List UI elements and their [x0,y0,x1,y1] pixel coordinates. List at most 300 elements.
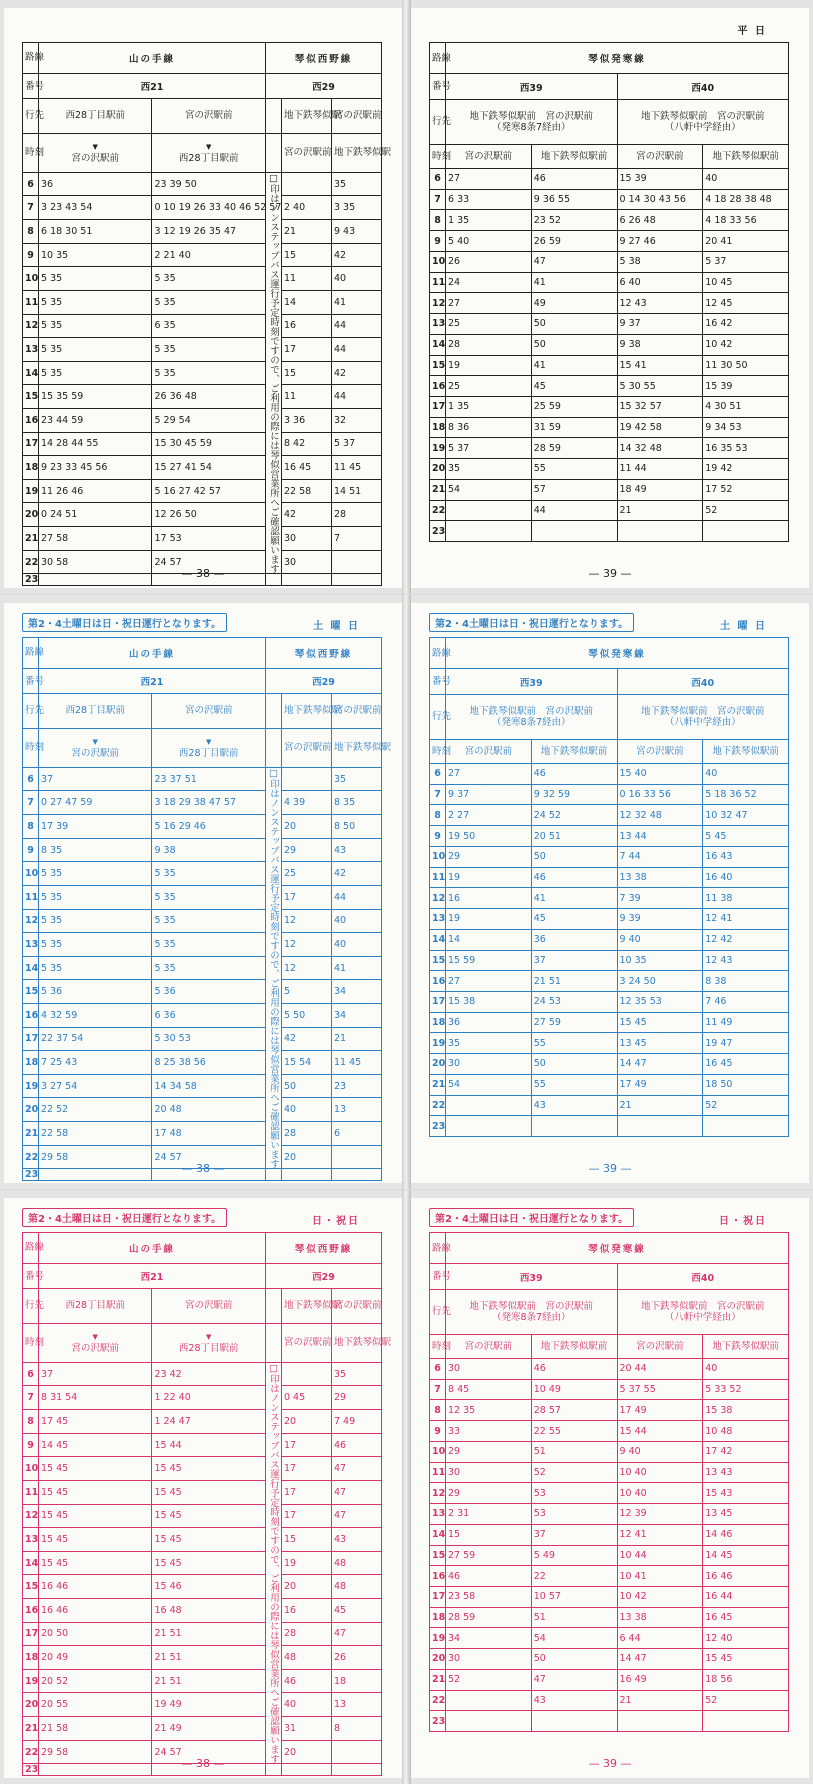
departure-minutes: 14 47 [617,1054,703,1075]
departure-minutes: 16 [281,1598,331,1622]
departure-minutes: 12 [281,956,331,980]
departure-minutes: 20 [281,1410,331,1434]
hour-cell: 17 [23,1622,39,1646]
origin: ▼ 西28丁目駅前 [152,1323,265,1362]
hour-cell: 19 [23,479,39,503]
hour-cell: 16 [23,1003,39,1027]
departure-minutes: 6 35 [152,314,265,338]
origin: 地下鉄琴似駅 [331,133,381,172]
arrow-down-icon: ▼ [206,142,212,151]
departure-minutes: 15 30 45 59 [152,432,265,456]
hour-cell: 11 [430,867,446,888]
departure-minutes: 7 44 [617,846,703,867]
departure-minutes: 15 [281,361,331,385]
hour-cell: 9 [430,1421,446,1442]
departure-minutes: 50 [531,846,617,867]
departure-minutes: 25 [281,862,331,886]
departure-minutes: 5 35 [152,862,265,886]
line-name: 琴似西野線 [265,43,381,74]
departure-minutes: 5 38 [617,251,703,272]
hour-row [23,432,382,456]
hour-row [430,231,789,252]
departure-minutes: 50 [531,334,617,355]
departure-minutes [281,1362,331,1386]
departure-minutes: 18 56 [703,1669,789,1690]
departure-minutes: 5 36 [39,980,152,1004]
destination-group: 地下鉄琴似駅前 宮の沢駅前 （八軒中学経由） [617,694,789,739]
departure-minutes: 3 24 50 [617,971,703,992]
departure-minutes: 15 45 [39,1480,152,1504]
hour-cell: 17 [430,396,446,417]
departure-minutes: 52 [531,1462,617,1483]
departure-minutes: 47 [331,1480,381,1504]
departure-minutes: 8 35 [39,838,152,862]
departure-minutes: 21 [281,220,331,244]
departure-minutes: 5 35 [152,885,265,909]
destination: 宮の沢駅前 [331,1289,381,1323]
departure-minutes: 12 40 [703,1628,789,1649]
departure-minutes: 47 [331,1457,381,1481]
hour-row [23,1669,382,1693]
departure-minutes: 51 [531,1441,617,1462]
destination: 地下鉄琴似駅 [281,1289,331,1323]
departure-minutes: 20 55 [39,1693,152,1717]
hour-row [23,456,382,480]
departure-minutes: 9 37 [446,784,532,805]
departure-minutes: 7 25 43 [39,1051,152,1075]
page-right [411,8,809,588]
departure-minutes: 26 [446,251,532,272]
hour-row [430,846,789,867]
departure-minutes: 14 32 48 [617,438,703,459]
departure-minutes: 40 [331,909,381,933]
hour-row [23,1410,382,1434]
departure-minutes: 3 36 [281,408,331,432]
hour-cell: 6 [430,1359,446,1380]
hour-cell: 20 [430,1649,446,1670]
hour-row [430,867,789,888]
departure-minutes: 5 45 [703,826,789,847]
departure-minutes: 42 [331,361,381,385]
departure-minutes: 2 40 [281,196,331,220]
hour-cell: 20 [23,1693,39,1717]
departure-minutes: 30 [281,527,331,551]
line-name: 琴似発寒線 [446,43,789,74]
departure-minutes: 15 45 [617,1012,703,1033]
departure-minutes: 20 48 [152,1098,265,1122]
departure-minutes: 12 43 [617,293,703,314]
departure-minutes: 0 45 [281,1386,331,1410]
departure-minutes: 10 42 [703,334,789,355]
hour-cell: 22 [23,1740,39,1764]
notice-banner: 第2・4土曜日は日・祝日運行となります。 [429,613,634,632]
hour-row [430,438,789,459]
page-right [411,1198,809,1778]
hour-row [430,334,789,355]
hour-row [23,1074,382,1098]
hour-row [23,220,382,244]
departure-minutes: 14 34 58 [152,1074,265,1098]
departure-minutes: 23 39 50 [152,172,265,196]
departure-minutes: 43 [331,1528,381,1552]
hour-cell: 12 [430,293,446,314]
departure-minutes: 18 49 [617,479,703,500]
hour-cell: 8 [430,1400,446,1421]
hour-cell: 10 [23,862,39,886]
origin: 地下鉄琴似駅前 [531,144,617,168]
departure-minutes: 20 [281,815,331,839]
departure-minutes: 4 18 33 56 [703,210,789,231]
hour-cell: 6 [23,1362,39,1386]
hour-row [23,1003,382,1027]
departure-minutes: 17 53 [152,527,265,551]
route-number: 西39 [446,1264,618,1290]
departure-minutes: 6 [331,1122,381,1146]
departure-minutes: 15 41 [617,355,703,376]
departure-minutes: 15 44 [152,1433,265,1457]
hour-row [23,838,382,862]
departure-minutes: 21 51 [152,1622,265,1646]
hour-row [23,1480,382,1504]
departure-minutes: 27 58 [39,527,152,551]
hour-row [430,764,789,785]
arrow-down-icon: ▼ [92,737,98,746]
hour-cell: 22 [23,550,39,574]
departure-minutes: 8 42 [281,432,331,456]
line-name: 琴似発寒線 [446,1233,789,1264]
departure-minutes: 8 36 [446,417,532,438]
departure-minutes: 1 22 40 [152,1386,265,1410]
departure-minutes [281,172,331,196]
origin: 宮の沢駅前 [446,1334,532,1358]
departure-minutes: 12 43 [703,950,789,971]
departure-minutes [446,1095,532,1116]
departure-minutes: 30 [446,1054,532,1075]
departure-minutes: 8 [331,1717,381,1741]
departure-minutes: 41 [331,290,381,314]
hour-cell: 11 [430,1462,446,1483]
departure-minutes: 21 51 [152,1646,265,1670]
departure-minutes: 17 [281,885,331,909]
line-name: 山の手線 [39,43,266,74]
departure-minutes: 26 59 [531,231,617,252]
departure-minutes: 11 26 46 [39,479,152,503]
destination: 地下鉄琴似駅 [281,99,331,133]
departure-minutes: 29 58 [39,1740,152,1764]
day-type-label: 平 日 [737,26,767,37]
arrow-down-icon: ▼ [92,1332,98,1341]
hour-row [430,1116,789,1137]
departure-minutes: 14 45 [703,1545,789,1566]
hour-row [23,1622,382,1646]
departure-minutes: 52 [446,1669,532,1690]
line-name: 山の手線 [39,638,266,669]
departure-minutes: 14 [446,929,532,950]
departure-minutes: 9 40 [617,1441,703,1462]
departure-minutes: 13 44 [617,826,703,847]
departure-minutes: 16 44 [703,1586,789,1607]
departure-minutes [703,521,789,542]
origin: 地下鉄琴似駅 [331,1323,381,1362]
hour-row [23,1646,382,1670]
departure-minutes: 24 53 [531,991,617,1012]
hour-row [430,1649,789,1670]
hour-row [23,1386,382,1410]
departure-minutes: 15 45 [39,1551,152,1575]
origin: 地下鉄琴似駅 [331,728,381,767]
departure-minutes: 15 45 [152,1551,265,1575]
departure-minutes: 15 40 [617,764,703,785]
departure-minutes: 40 [703,764,789,785]
departure-minutes: 30 [446,1359,532,1380]
hour-cell: 18 [23,1051,39,1075]
hour-cell: 10 [23,1457,39,1481]
day-type-label: 土 曜 日 [313,621,360,632]
departure-minutes: 5 35 [39,862,152,886]
route-number: 西39 [446,669,618,695]
departure-minutes: 5 37 [331,432,381,456]
departure-minutes: 19 [446,867,532,888]
departure-minutes: 13 45 [703,1504,789,1525]
departure-minutes: 14 28 44 55 [39,432,152,456]
departure-minutes: 44 [331,314,381,338]
hour-cell: 16 [430,971,446,992]
hour-cell: 23 [23,574,39,586]
hour-cell: 14 [23,361,39,385]
departure-minutes: 15 38 [446,991,532,1012]
departure-minutes: 17 39 [39,815,152,839]
departure-minutes: 18 50 [703,1074,789,1095]
hour-cell: 22 [430,500,446,521]
departure-minutes: 34 [331,1003,381,1027]
timetable-left: 路線 山の手線 琴似西野線 番号 西21 西29 行先 西28丁目駅前 宮の沢駅前 地下鉄琴似駅 宮の沢駅前 時刻 ▼ 宮の沢駅前 ▼ 西28丁目駅前 宮の沢駅前 地下鉄琴似駅 6 37 23 37 51 □印はノンステップバス運行予定時刻ですので、ご利用の際には琴似営業所へご確認願います 35 7 0 27 47 59 3 18 29 38 47 57 4 39 8 35 8 17 39 5 16 29 46 20 8 50 9 8 35 9 38 29 43 10 5 35 5 35 25 42 11 5 35 5 35 17 44 12 5 35 5 35 12 40 13 5 35 5 35 12 40 14 5 35 5 35 12 41 15 5 36 5 36 5 34 16 4 32 59 6 36 5 50 34 17 22 37 54 5 30 53 42 21 18 7 25 43 8 25 38 56 15 54 11 45 19 3 27 54 14 34 58 50 23 20 22 52 20 48 40 13 21 22 58 17 48 28 6 22 29 58 24 57 20 23 [22,637,382,1181]
departure-minutes: 9 40 [617,929,703,950]
route-number: 西21 [39,73,266,99]
hour-row [430,355,789,376]
departure-minutes: 40 [331,933,381,957]
line-name: 琴似西野線 [265,1233,381,1264]
destination-group: 地下鉄琴似駅前 宮の沢駅前 （発寒8条7経由） [446,99,618,144]
departure-minutes: 24 57 [152,1145,265,1169]
departure-minutes: 12 35 53 [617,991,703,1012]
departure-minutes: 8 38 [703,971,789,992]
hour-row [430,1359,789,1380]
origin: ▼ 宮の沢駅前 [39,133,152,172]
departure-minutes: 27 59 [531,1012,617,1033]
departure-minutes: 44 [331,385,381,409]
departure-minutes: 12 [281,933,331,957]
departure-minutes: 1 35 [446,210,532,231]
departure-minutes: 16 48 [152,1598,265,1622]
hour-row [23,1027,382,1051]
hour-cell: 7 [430,1379,446,1400]
hour-cell: 19 [430,1033,446,1054]
departure-minutes: 8 45 [446,1379,532,1400]
hour-row [430,1441,789,1462]
departure-minutes: 17 [281,1457,331,1481]
departure-minutes [617,1711,703,1732]
departure-minutes: 15 43 [703,1483,789,1504]
departure-minutes: 6 18 30 51 [39,220,152,244]
departure-minutes: 5 35 [39,314,152,338]
departure-minutes: 17 [281,338,331,362]
timetable-right: 路線 琴似発寒線 番号 西39 西40 行先 地下鉄琴似駅前 宮の沢駅前 （発寒8条7経由） 地下鉄琴似駅前 宮の沢駅前 （八軒中学経由） 時刻 宮の沢駅前 地下鉄琴似駅前 宮の沢駅前 地下鉄琴似駅前 6 27 46 15 39 40 7 6 33 9 36 55 0 14 30 43 56 4 18 28 38 48 8 1 35 23 52 6 26 48 4 18 33 56 9 5 40 26 59 9 27 46 20 41 10 26 47 5 38 5 37 11 24 41 6 40 10 45 12 27 49 12 43 12 45 13 25 50 9 37 16 42 14 28 50 9 38 10 42 15 19 41 15 41 11 30 50 16 25 45 5 30 55 15 39 17 1 35 25 59 15 32 57 4 30 51 18 8 36 31 59 19 42 58 9 34 53 19 5 37 28 59 14 32 48 16 35 53 20 35 55 11 44 19 42 21 54 57 18 49 17 52 22 44 21 52 23 [429,42,789,542]
departure-minutes: 46 [531,867,617,888]
hour-cell: 11 [23,290,39,314]
departure-minutes: 15 45 [703,1649,789,1670]
departure-minutes: 22 37 54 [39,1027,152,1051]
departure-minutes: 41 [531,272,617,293]
timetable-right: 路線 琴似発寒線 番号 西39 西40 行先 地下鉄琴似駅前 宮の沢駅前 （発寒8条7経由） 地下鉄琴似駅前 宮の沢駅前 （八軒中学経由） 時刻 宮の沢駅前 地下鉄琴似駅前 宮の沢駅前 地下鉄琴似駅前 6 27 46 15 40 40 7 9 37 9 32 59 0 16 33 56 5 18 36 52 8 2 27 24 52 12 32 48 10 32 47 9 19 50 20 51 13 44 5 45 10 29 50 7 44 16 43 11 19 46 13 38 16 40 12 16 41 7 39 11 38 13 19 45 9 39 12 41 14 14 36 9 40 12 42 15 15 59 37 10 35 12 43 16 27 21 51 3 24 50 8 38 17 15 38 24 53 12 35 53 7 46 18 36 27 59 15 45 11 49 19 35 55 13 45 19 47 20 30 50 14 47 16 45 21 54 55 17 49 18 50 22 43 21 52 23 [429,637,789,1137]
departure-minutes: 20 50 [39,1622,152,1646]
hour-row [23,1717,382,1741]
destination: 宮の沢駅前 [152,1289,265,1323]
hour-cell: 14 [430,334,446,355]
route-number: 西21 [39,1263,266,1289]
departure-minutes: 28 [281,1122,331,1146]
departure-minutes: 15 45 [152,1480,265,1504]
hour-cell: 8 [23,220,39,244]
departure-minutes: 16 46 [39,1598,152,1622]
departure-minutes: 27 [446,764,532,785]
hour-row [23,1433,382,1457]
departure-minutes: 9 34 53 [703,417,789,438]
hour-cell: 13 [23,338,39,362]
hour-row [23,956,382,980]
departure-minutes: 37 [531,950,617,971]
hour-row [430,1421,789,1442]
departure-minutes: 10 48 [703,1421,789,1442]
departure-minutes: 43 [531,1095,617,1116]
route-number: 西40 [617,74,789,100]
hour-row [23,862,382,886]
origin: 宮の沢駅前 [617,739,703,763]
departure-minutes: 10 45 [703,272,789,293]
book-gutter [402,0,411,594]
destination: 西28丁目駅前 [39,99,152,133]
departure-minutes: 4 30 51 [703,396,789,417]
departure-minutes: 11 38 [703,888,789,909]
notice-banner: 第2・4土曜日は日・祝日運行となります。 [22,1208,227,1227]
departure-minutes: 44 [331,885,381,909]
departure-minutes: 23 42 [152,1362,265,1386]
departure-minutes: 47 [331,1622,381,1646]
departure-minutes: 5 16 27 42 57 [152,479,265,503]
notice-banner: 第2・4土曜日は日・祝日運行となります。 [22,613,227,632]
departure-minutes: 14 45 [39,1433,152,1457]
departure-minutes: 40 [703,169,789,190]
departure-minutes: 19 [446,909,532,930]
departure-minutes: 24 [446,272,532,293]
departure-minutes: 13 38 [617,1607,703,1628]
departure-minutes: 10 40 [617,1462,703,1483]
destination-group: 地下鉄琴似駅前 宮の沢駅前 （八軒中学経由） [617,99,789,144]
departure-minutes: 10 41 [617,1566,703,1587]
departure-minutes: 3 27 54 [39,1074,152,1098]
hour-row [430,909,789,930]
hour-row [430,479,789,500]
departure-minutes: 48 [331,1551,381,1575]
notice-banner: 第2・4土曜日は日・祝日運行となります。 [429,1208,634,1227]
departure-minutes: 8 31 54 [39,1386,152,1410]
hour-cell: 19 [23,1074,39,1098]
origin: 地下鉄琴似駅前 [531,739,617,763]
departure-minutes: 16 [446,888,532,909]
departure-minutes: 14 51 [331,479,381,503]
departure-minutes: 1 24 47 [152,1410,265,1434]
hour-row [430,784,789,805]
departure-minutes: 12 26 50 [152,503,265,527]
hour-row [430,888,789,909]
departure-minutes: 15 38 [703,1400,789,1421]
hour-cell: 12 [23,909,39,933]
hour-cell: 22 [430,1095,446,1116]
departure-minutes [617,521,703,542]
nonstep-bus-note: □印はノンステップバス運行予定時刻ですので、ご利用の際には琴似営業所へご確認願います [265,1362,281,1764]
departure-minutes: 30 [446,1462,532,1483]
departure-minutes: 16 42 [703,314,789,335]
departure-minutes: 0 16 33 56 [617,784,703,805]
departure-minutes: 30 [446,1649,532,1670]
departure-minutes: 17 42 [703,1441,789,1462]
departure-minutes: 20 49 [39,1646,152,1670]
departure-minutes: 15 27 41 54 [152,456,265,480]
hour-cell: 15 [23,385,39,409]
hour-cell: 16 [23,408,39,432]
departure-minutes: 17 48 [152,1122,265,1146]
departure-minutes: 7 46 [703,991,789,1012]
origin: 地下鉄琴似駅前 [531,1334,617,1358]
departure-minutes: 7 39 [617,888,703,909]
destination: 宮の沢駅前 [152,694,265,728]
departure-minutes: 27 [446,169,532,190]
hour-row [430,189,789,210]
departure-minutes: 9 43 [331,220,381,244]
departure-minutes: 11 30 50 [703,355,789,376]
hour-cell: 14 [23,956,39,980]
destination: 宮の沢駅前 [331,99,381,133]
departure-minutes: 5 35 [39,956,152,980]
departure-minutes: 9 32 59 [531,784,617,805]
departure-minutes: 42 [281,503,331,527]
hour-cell: 23 [430,521,446,542]
departure-minutes: 15 45 [39,1528,152,1552]
arrow-down-icon: ▼ [206,1332,212,1341]
hour-cell: 8 [430,805,446,826]
hour-cell: 23 [430,1116,446,1137]
book-gutter [402,1190,411,1784]
departure-minutes: 16 49 [617,1669,703,1690]
hour-row [23,503,382,527]
departure-minutes: 17 [281,1433,331,1457]
departure-minutes: 11 49 [703,1012,789,1033]
route-number: 西29 [265,668,381,694]
departure-minutes: 5 35 [152,933,265,957]
origin: ▼ 西28丁目駅前 [152,728,265,767]
departure-minutes: 47 [531,251,617,272]
hour-row [23,385,382,409]
hour-cell: 17 [23,432,39,456]
hour-cell: 20 [23,503,39,527]
hour-row [23,1528,382,1552]
departure-minutes: 5 49 [531,1545,617,1566]
departure-minutes: 47 [331,1504,381,1528]
hour-cell: 17 [430,991,446,1012]
departure-minutes: 4 18 28 38 48 [703,189,789,210]
departure-minutes: 46 [531,764,617,785]
hour-row [23,1693,382,1717]
departure-minutes: 14 46 [703,1524,789,1545]
